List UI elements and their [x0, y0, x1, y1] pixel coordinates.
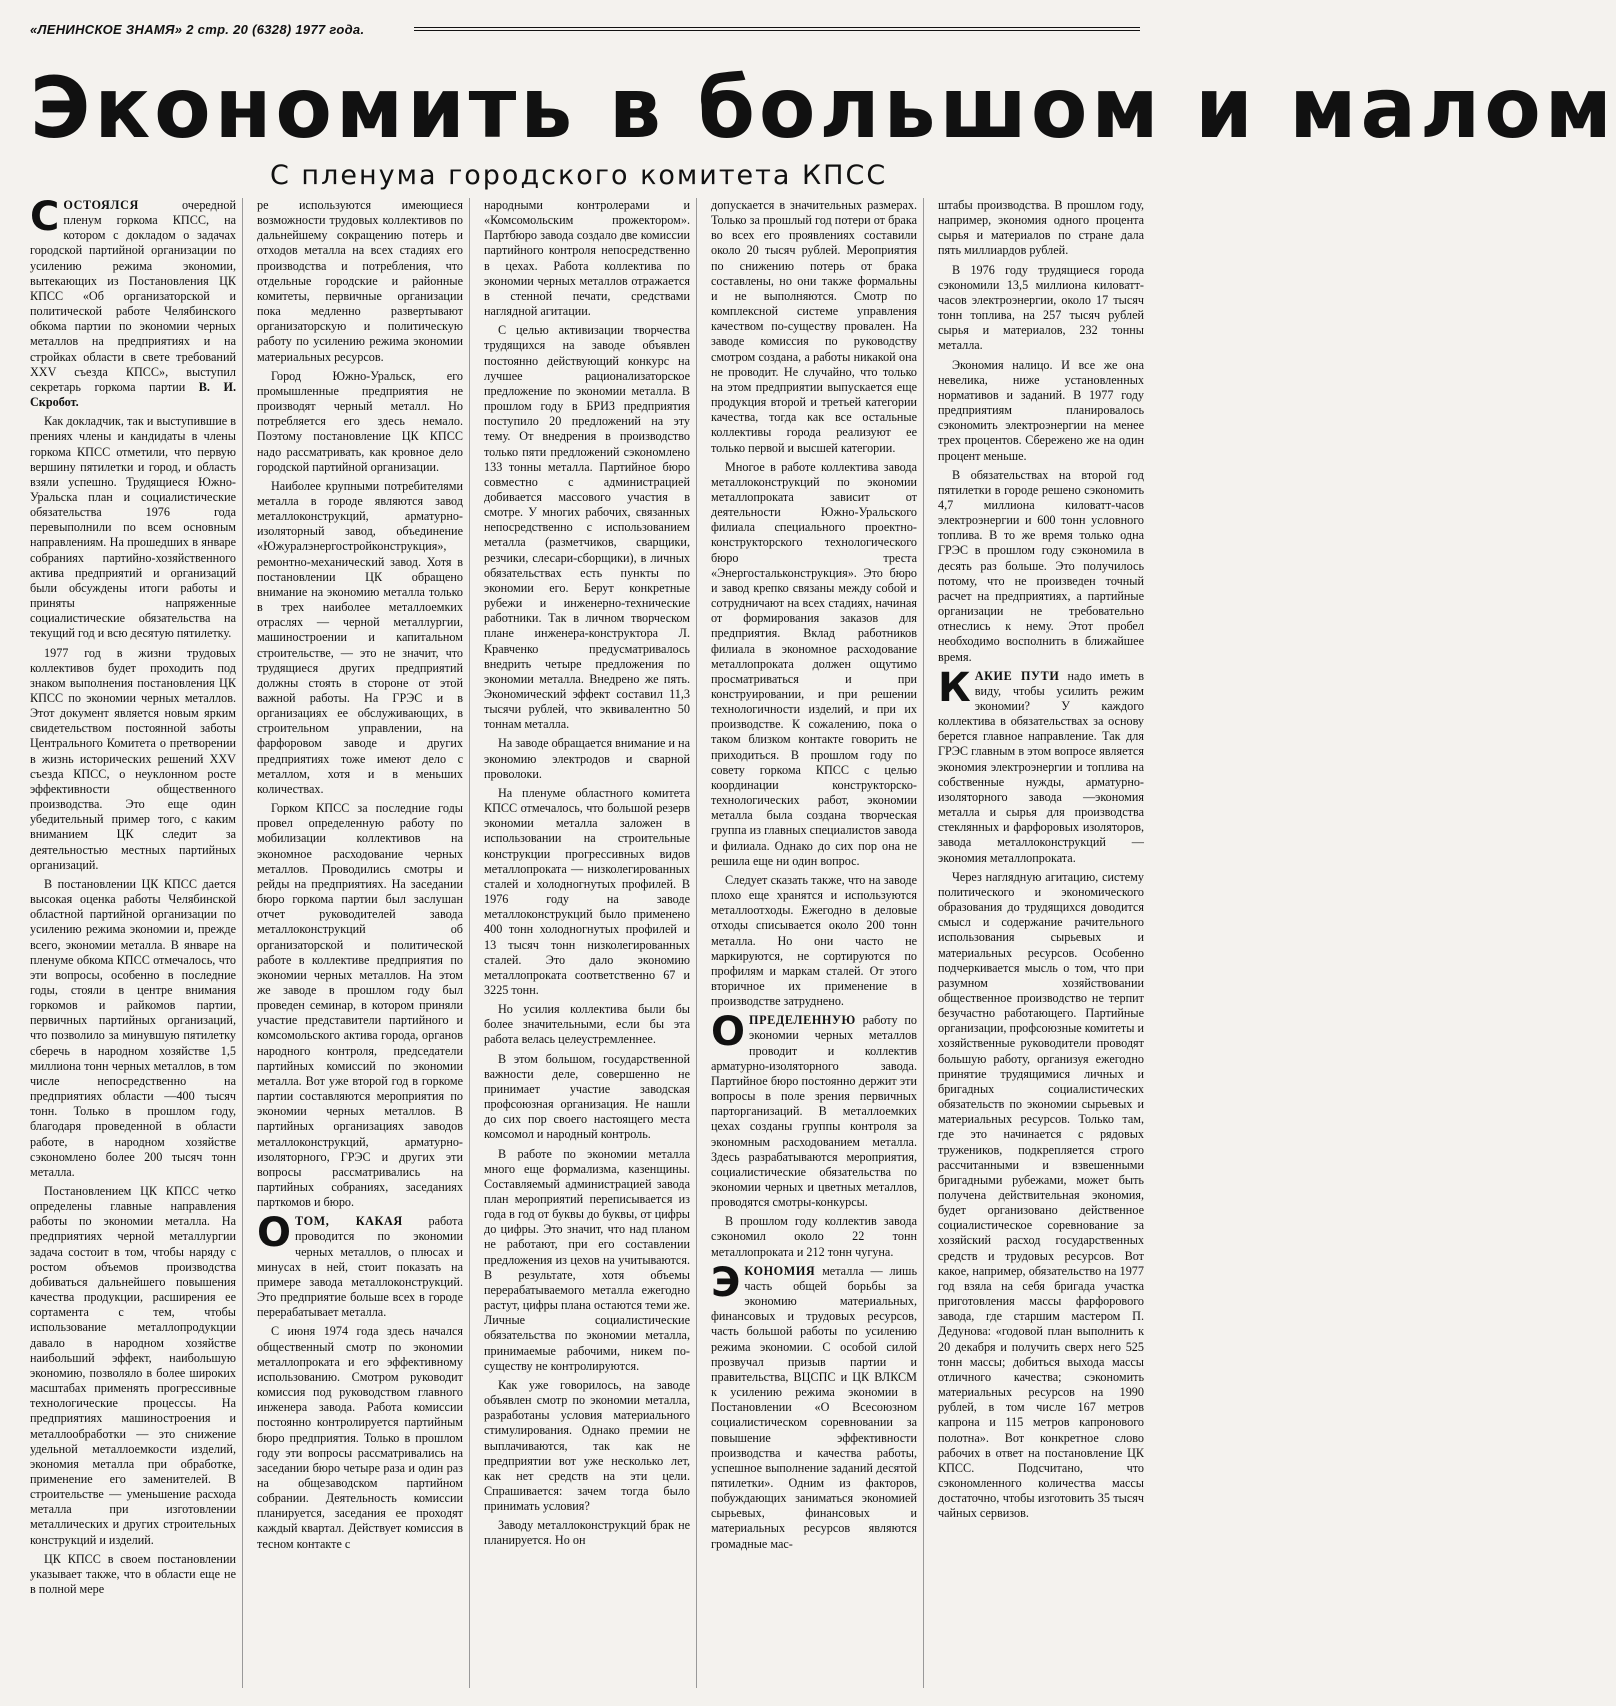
paragraph: Многое в работе коллектива завода металлоконструкций по экономии металлопроката зависит от деятельности Южно-Уральского филиала специального проектно-конструкторского технологического бюро треста «Энергостальконструкция». Это бюро и завод крепко связаны между собой и сотрудничают на всех стадиях, начиная от формирования заказов для предприятия. Вклад работников филиала в экономное расходование металлопроката должен ощутимо просматриваться и при конструировании, и при решении технологичности изделий, и при их производстве. К сожалению, пока о таком близком контакте говорить не приходиться. В прошлом году по совету горкома КПСС с целью координации конструкторско-технологических работ, экономии металла была создана творческая группа из главных специалистов завода и филиала. Однако до сих пор она не решила еще ни один вопрос. — [711, 459, 917, 868]
paragraph: На пленуме областного комитета КПСС отмечалось, что большой резерв экономии металла заложен в использовании на строительные конструкции прогрессивных видов металлопроката — низколегированных сталей и холодногнутых профилей. В 1976 году на заводе металлоконструкций было применено 400 тонн холодногнутых профилей и 13 тысяч тонн низколегированных сталей. Это дало экономию металлопроката соответственно 67 и 3225 тонн. — [484, 785, 690, 997]
column-2 — [257, 198, 470, 1688]
paragraph: В этом большом, государственной важности деле, совершенно не принимает участие заводская профсоюзная организация. Не нашли до сих пор своего настоящего места комсомол и народный контроль. — [484, 1051, 690, 1142]
masthead-rule — [414, 27, 1140, 31]
lead-caps: АКИЕ ПУТИ — [974, 668, 1060, 683]
subtitle: С пленума городского комитета КПСС — [270, 160, 888, 191]
lead-caps: ОСТОЯЛСЯ — [63, 198, 139, 212]
paragraph: Наиболее крупными потребителями металла в городе являются завод металлоконструкций, арматурно-изоляторный завод, объединение «Южуралэнергостройконструкция», ремонтно-механический завод. Хотя в постановлении ЦК обращено внимание на экономию металла только в трех наиболее металлоемких отраслях — черной металлургии, машиностроении и капитальном строительстве, — это не значит, что трудящиеся других предприятий должны стоять в стороне от этой важной работы. На ГРЭС и в организациях ее обслуживающих, в строительном управлении, на фарфоровом заводе и других предприятиях тоже имеют дело с металлом, хотя и в меньших количествах. — [257, 478, 463, 796]
drop-cap: О — [711, 1009, 746, 1056]
drop-cap: О — [257, 1210, 292, 1257]
paragraph: В обязательствах на второй год пятилетки в городе решено сэкономить 4,7 миллиона киловатт-часов электроэнергии и 600 тонн условного топлива. В то же время только одна ГРЭС в прошлом году сэкономила в десять раз больше. Это получилось потому, что не произведен точный расчет на предприятиях, а партийные организации не требовательно отнеслись к нему. Этот пробел необходимо восполнить в ближайшее время. — [938, 467, 1144, 664]
paragraph — [257, 1210, 463, 1320]
paragraph — [30, 194, 237, 410]
paragraph: С целью активизации творчества трудящихся на заводе объявлен постоянно действующий конкурс на лучшее рационализаторское предложение по экономии металла. В прошлом году в БРИЗ предприятия поступило 20 предложений на эту тему. От внедрения в производство только пяти предложений сэкономлено 133 тонны металла. Партийное бюро совместно с администрацией добивается массового участия в смотре. У многих рабочих, связанных непосредственно с использованием металла (разметчиков, сварщики, резчики, слесари-сборщики), в личных обязательствах есть пункты по экономии его. Берут конкретные рубежи и инженерно-технические работники. Так в личном творческом плане инженера-конструктора Л. Кравченко предусматривалось внедрить четыре предложения по экономии металла. Внедрено же пять. Экономический эффект составил 11,3 тысячи рублей, что эквивалентно 50 тоннам металла. — [484, 323, 690, 732]
paragraph: народными контролерами и «Комсомольским прожектором». Партбюро завода создало две комиссии партийного контроля непосредственно в цехах. Работа коллектива по экономии черных металлов отражается в стенной печати, средствами наглядной агитации. — [484, 198, 690, 319]
column-4 — [711, 198, 924, 1688]
paragraph: В постановлении ЦК КПСС дается высокая оценка работы Челябинской областной партийной организации по усилению режима экономии и, прежде всего, экономии металла. В январе на пленуме обкома КПСС отмечалось, что эти вопросы, особенно в последние годы, стояли в центре внимания горкомов и райкомов партии, первичных партийных организаций, что позволило за минувшую пятилетку сберечь в народном хозяйстве 1,5 миллиона тонн черных металлов, в том числе непосредственно на предприятиях области —400 тысяч тонн. Только в прошлом году, благодаря проведенной в области работе, в народном хозяйстве сэкономлено более 200 тысяч тонн металла. — [30, 876, 236, 1179]
column-5 — [938, 198, 1150, 1688]
paragraph-text: надо иметь в виду, чтобы усилить режим экономии? У каждого коллектива в обязательствах за основу берется главное направление. Так для ГРЭС главным в этом вопросе является экономия электроэнергии и топлива на собственные нужды, арматурно-изоляторного завода —экономия металла и сырья для производства стеклянных и фарфоровых изоляторов, завода металлоконструкций — экономия металлопроката. — [938, 668, 1145, 865]
paragraph: На заводе обращается внимание и на экономию электродов и сварной проволоки. — [484, 736, 690, 781]
article-columns — [30, 194, 1150, 1688]
drop-cap: Э — [711, 1259, 741, 1306]
masthead-text: «ЛЕНИНСКОЕ ЗНАМЯ» 2 стр. 20 (6328) 1977 года. — [30, 21, 365, 37]
paragraph-text: работу по экономии черных металлов проводит и коллектив арматурно-изоляторного завода. Партийное бюро постоянно держит эти вопросы в поле зрения первичных парторганизаций. В металлоемких цехах созданы группы контроля за экономным расходованием металла. Здесь разрабатываются мероприятия, социалистические обязательства по экономии черных и цветных металлов, проводятся смотры-конкурсы. — [711, 1013, 917, 1210]
paragraph: 1977 год в жизни трудовых коллективов будет проходить под знаком выполнения постановления ЦК КПСС по экономии черных металлов. Этот документ является новым ярким свидетельством постоянной заботы Центрального Комитета о претворении в жизнь исторических решений XXV съезда КПСС, о неуклонном росте эффективности общественного производства. Это еще один убедительный пример того, с каким вниманием ЦК следит за деятельностью местных партийных организаций. — [30, 645, 236, 872]
paragraph — [938, 664, 1145, 866]
paragraph: ЦК КПСС в своем постановлении указывает также, что в области еще не в полной мере — [30, 1551, 236, 1597]
paragraph: В прошлом году коллектив завода сэкономил около 22 тонн металлопроката и 212 тонн чугуна. — [711, 1214, 917, 1259]
paragraph: Горком КПСС за последние годы провел определенную работу по мобилизации коллективов на экономное расходование черных металлов. Проводились смотры и рейды на предприятиях. На заседании бюро горкома партии был заслушан отчет руководителей завода металлоконструкций об организаторской и политической работе в коллективе предприятия по экономии черных металлов. На этом же заводе в прошлом году был проведен семинар, в котором приняли участие представители партийного и комсомольского актива города, органов народного контроля, председатели партийных комиссий по экономии металла. Вот уже второй год в горкоме партии составляются мероприятия по экономии черных металлов. В партийных организациях заводов металлоконструкций, арматурно-изоляторного, ГРЭС и других эти вопросы рассматривались на партийных собраниях, заседаниях парткомов и бюро. — [257, 801, 463, 1210]
paragraph: допускается в значительных размерах. Только за прошлый год потери от брака во всех его проявлениях составили около 20 тысяч рублей. Мероприятия по снижению потерь от брака составлены, но они также формальны и не выполняются. Смотр по комплексной системе управления качеством по-существу провален. На заводе комиссия по руководству смотром создана, а работы никакой она не проводит. Не случайно, что только на этом предприятии выпускается еще продукция второй и третьей категории качества, тогда как все остальные коллективы города реализуют ее только первой и высшей категории. — [711, 198, 917, 455]
paragraph: Город Южно-Уральск, его промышленные предприятия не производят черный металл. Но потребляется его здесь немало. Поэтому постановление ЦК КПСС надо рассматривать, как кровное дело городской партийной организации. — [257, 368, 463, 474]
lead-caps: ТОМ, КАКАЯ — [295, 1214, 403, 1229]
paragraph — [711, 1259, 917, 1552]
paragraph: С июня 1974 года здесь начался общественный смотр по экономии металлопроката и его эффективному использованию. Смотром руководит комиссия под руководством главного инженера завода. Работа комиссии постоянно контролируется партийным бюро предприятия. Только в прошлом году эти вопросы рассматривались на заседании бюро четыре раза и один раз на общезаводском партийном собрании. Деятельность комиссии планируется, заседания ее проходят каждый квартал. Действует комиссия в тесном контакте с — [257, 1324, 463, 1551]
paragraph: В 1976 году трудящиеся города сэкономили 13,5 миллиона киловатт-часов электроэнергии, около 17 тысяч тонн топлива, на 257 тысяч рублей сырья и материалов, 232 тонны металла. — [938, 262, 1144, 353]
drop-cap: С — [30, 194, 60, 240]
paragraph-text: металла — лишь часть общей борьбы за экономию материальных, финансовых и трудовых ресурсов, часть большой работы по усилению режима экономии. С особой силой прозвучал призыв партии и правительства, ВЦСПС и ЦК ВЛКСМ к усилению режима экономии в Постановлении «О Всесоюзном социалистическом соревновании за повышение эффективности производства и качества работы, успешное выполнение заданий десятой пятилетки». Одним из факторов, побуждающих заниматься экономией сырьевых, финансовых и материальных ресурсов являются громадные мас- — [711, 1263, 917, 1551]
author-name: В. И. Скробот. — [30, 379, 237, 410]
headline: Экономить в большом и малом — [30, 59, 1616, 157]
paragraph: ре используются имеющиеся возможности трудовых коллективов по дальнейшему сокращению потерь и отходов металла на всех стадиях его производства и потребления, что отдельные городские и районные комитеты, первичные организации пока медленно развертывают организаторскую и политическую работу по усилению режима экономии материальных ресурсов. — [257, 198, 463, 364]
paragraph: Заводу металлоконструкций брак не планируется. Но он — [484, 1518, 690, 1548]
paragraph-text: работа проводится по экономии черных металлов, о плюсах и минусах в ней, стоит показать на примере завода металлоконструкций. Это предприятие больше всех в городе перерабатывает металла. — [257, 1214, 463, 1320]
lead-caps: КОНОМИЯ — [744, 1263, 816, 1278]
paragraph: Как уже говорилось, на заводе объявлен смотр по экономии металла, разработаны условия материального стимулирования. Однако премии не выплачиваются, так как не предприятии вот уже несколько лет, как нет средств на эти цели. Спрашивается: зачем тогда было принимать условия? — [484, 1377, 690, 1514]
drop-cap: К — [938, 664, 971, 711]
paragraph-text: очередной пленум горкома КПСС, на котором с докладом о задачах городской партийной организации по усилению режима экономии, вытекающих из Постановления ЦК КПСС «Об организаторской и политической работе Челябинского обкома партии по экономии черных металлов на предприятиях и на стройках области в свете требований XXV съезда КПСС», выступил секретарь горкома партии — [30, 198, 236, 394]
paragraph: Экономия налицо. И все же она невелика, ниже установленных нормативов и заданий. В 1977 году предприятиям планировалось сэкономить электроэнергии на менее трех процентов. Сбережено же на один процент меньше. — [938, 357, 1144, 463]
column-3 — [484, 198, 697, 1688]
masthead — [30, 18, 1140, 40]
paragraph: Постановлением ЦК КПСС четко определены главные направления работы по экономии металла. На предприятиях черной металлургии задача состоит в том, чтобы наряду с ростом объемов производства добиваться дальнейшего повышения качества продукции, расширения ее сортамента с тем, чтобы использование металлопродукции давало в народном хозяйстве наибольший эффект, наибольшую экономию, позволяло в более широких масштабах применять прогрессивные технологические процессы. На предприятиях машиностроения и металлообработки — это снижение удельной металлоемкости изделий, экономия металла при обработке, применение его заменителей. В строительстве — уменьшение расхода металла при изготовлении металлических и других строительных конструкций и изделий. — [30, 1184, 236, 1547]
lead-caps: ПРЕДЕЛЕННУЮ — [749, 1013, 856, 1028]
paragraph: Следует сказать также, что на заводе плохо еще хранятся и используются металлоотходы. Ежегодно в деловые отходы списывается около 200 тонн металла. Но они часто не маркируются, не сортируются по профилям и маркам сталей. От этого вторичное их применение в производстве затруднено. — [711, 872, 917, 1009]
column-1 — [30, 194, 243, 1688]
paragraph: штабы производства. В прошлом году, например, экономия одного процента сырья и материалов по стране дала пять миллиардов рублей. — [938, 198, 1144, 258]
paragraph: Через наглядную агитацию, систему политического и экономического образования до трудящихся доводится смысл и содержание рачительного использования сырьевых и материальных ресурсов. Особенно подчеркивается мысль о том, что при разумном хозяйствовании общественное производство не терпит безучастно работающего. Партийные организации, профсоюзные комитеты и хозяйственные руководители проводят большую работу, организуя ежегодно принятие трудящимися личных и бригадных социалистических обязательств по экономии сырьевых и материальных ресурсов. Только там, где это начинается с рядовых тружеников, подкрепляется строго рассчитанными и взвешенными бригадными рубежами, может быть получена действительная экономия, будет организовано действенное социалистическое соревнование за хозяйский расход государственных средств и трудовых ресурсов. Вот какое, например, обязательство на 1977 год взяла на себя бригада участка приготовления массы фарфорового завода, где старшим мастером П. Дедунова: «годовой план выполнить к 20 декабря и получить сверх него 525 тонн массы; добиться выхода массы отличного качества; сэкономить материальных ресурсов на 1990 рублей, в том числе 167 метров капрона и 115 метров капронового полотна». Вот конкретное слово рабочих в ответ на постановление ЦК КПСС. Подсчитано, что сэкономленного количества массы достаточно, чтобы изготовить 35 тысяч чайных сервизов. — [938, 869, 1144, 1521]
paragraph: Но усилия коллектива были бы более значительными, если бы эта работа велась целеустремленнее. — [484, 1002, 690, 1047]
paragraph: Как докладчик, так и выступившие в прениях члены и кандидаты в члены горкома КПСС отметили, что первую вершину пятилетки и город, и область взяли успешно. Трудящиеся Южно-Уральска план и социалистические обязательства 1976 года перевыполнили по всем основным направлениям. На прошедших в январе собраниях партийно-хозяйственного актива предприятий и организаций были обсуждены итоги работы и приняты напряженные социалистические обязательства на текущий год и всю десятую пятилетку. — [30, 414, 236, 641]
paragraph: В работе по экономии металла много еще формализма, казенщины. Составляемый администрацией завода план мероприятий переписывается из года в год от буквы до буквы, от цифры до цифры. Это значит, что над планом не работают, при его составлении предложения из цехов на учитываются. В результате, хотя объемы перерабатываемого металла ежегодно растут, цифры плана остаются теми же. Личные социалистические обязательства по экономии металла, принимаемые рабочими, никем по-существу не контролируются. — [484, 1146, 690, 1373]
paragraph — [711, 1009, 917, 1210]
